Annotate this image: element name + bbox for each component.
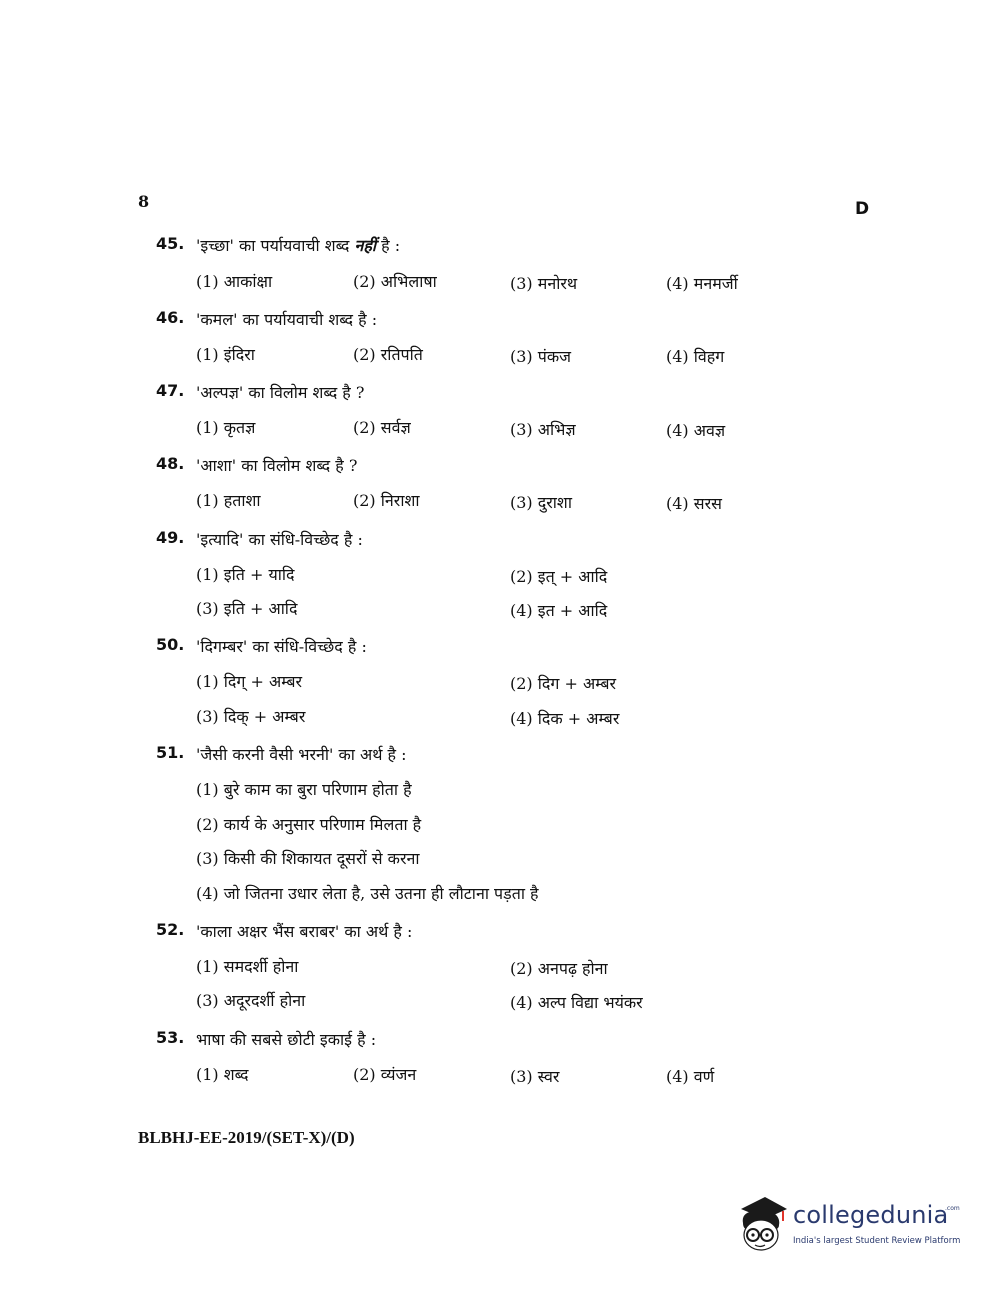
option: (3) दुराशा [510,493,572,512]
question-text: 'अल्पज्ञ' का विलोम शब्द है ? [196,383,365,402]
watermark-logo [735,1195,965,1257]
option: (2) रतिपति [353,345,423,364]
watermark-tagline: India's largest Student Review Platform [793,1236,961,1246]
option: (1) हताशा [196,491,261,510]
option: (4) अल्प विद्या भयंकर [510,993,643,1012]
option: (1) समदर्शी होना [196,957,299,976]
option: (4) वर्ण [666,1067,715,1086]
option: (3) पंकज [510,347,571,366]
option: (3) दिक् + अम्बर [196,707,306,726]
question-number: 50. [156,635,185,654]
option: (1) इति + यादि [196,565,295,584]
option: (3) अदूरदर्शी होना [196,991,306,1010]
option: (4) सरस [666,494,722,513]
option: (2) निराशा [353,491,420,510]
option: (1) बुरे काम का बुरा परिणाम होता है [196,780,412,799]
question-text: 'आशा' का विलोम शब्द है ? [196,456,358,475]
question-text: 'इत्यादि' का संधि-विच्छेद है : [196,530,363,549]
student-mascot-icon [735,1195,791,1257]
option: (3) अभिज्ञ [510,420,576,439]
question-text: भाषा की सबसे छोटी इकाई है : [196,1030,377,1049]
question-text-part: है : [376,236,401,255]
option: (4) दिक + अम्बर [510,709,620,728]
question-text: 'काला अक्षर भैंस बराबर' का अर्थ है : [196,922,413,941]
question-text: 'कमल' का पर्यायवाची शब्द है : [196,310,378,329]
watermark-suffix: .com [945,1205,960,1212]
question-number: 53. [156,1028,185,1047]
set-letter: D [855,199,870,219]
question-number: 49. [156,528,185,547]
option: (4) इत + आदि [510,601,608,620]
option: (1) इंदिरा [196,345,255,364]
option: (2) दिग + अम्बर [510,674,617,693]
option: (2) अनपढ़ होना [510,959,608,978]
option: (3) इति + आदि [196,599,298,618]
question-number: 45. [156,234,185,253]
option: (1) कृतज्ञ [196,418,256,437]
option: (3) स्वर [510,1067,560,1086]
option: (3) किसी की शिकायत दूसरों से करना [196,849,420,868]
option: (1) शब्द [196,1065,249,1084]
page-number: 8 [138,192,150,211]
question-number: 52. [156,920,185,939]
footer-paper-code: BLBHJ-EE-2019/(SET-X)/(D) [138,1128,355,1147]
option: (2) व्यंजन [353,1065,417,1084]
question-emphasis: नहीं [354,236,377,255]
option: (4) विहग [666,347,725,366]
question-text: 'जैसी करनी वैसी भरनी' का अर्थ है : [196,745,407,764]
option: (4) मनमर्जी [666,274,738,293]
option: (2) कार्य के अनुसार परिणाम मिलता है [196,815,422,834]
question-number: 46. [156,308,185,327]
option: (1) आकांक्षा [196,272,273,291]
option: (4) जो जितना उधार लेता है, उसे उतना ही लौटाना पड़ता है [196,884,539,903]
question-number: 51. [156,743,185,762]
watermark-name: collegedunia [793,1201,949,1229]
option: (3) मनोरथ [510,274,578,293]
option: (2) अभिलाषा [353,272,437,291]
option: (4) अवज्ञ [666,421,726,440]
question-number: 48. [156,454,185,473]
option: (1) दिग् + अम्बर [196,672,303,691]
option: (2) सर्वज्ञ [353,418,411,437]
question-text [196,234,400,256]
option: (2) इत् + आदि [510,567,608,586]
question-number: 47. [156,381,185,400]
question-text: 'दिगम्बर' का संधि-विच्छेद है : [196,637,367,656]
question-text-part: 'इच्छा' का पर्यायवाची शब्द [196,236,355,255]
